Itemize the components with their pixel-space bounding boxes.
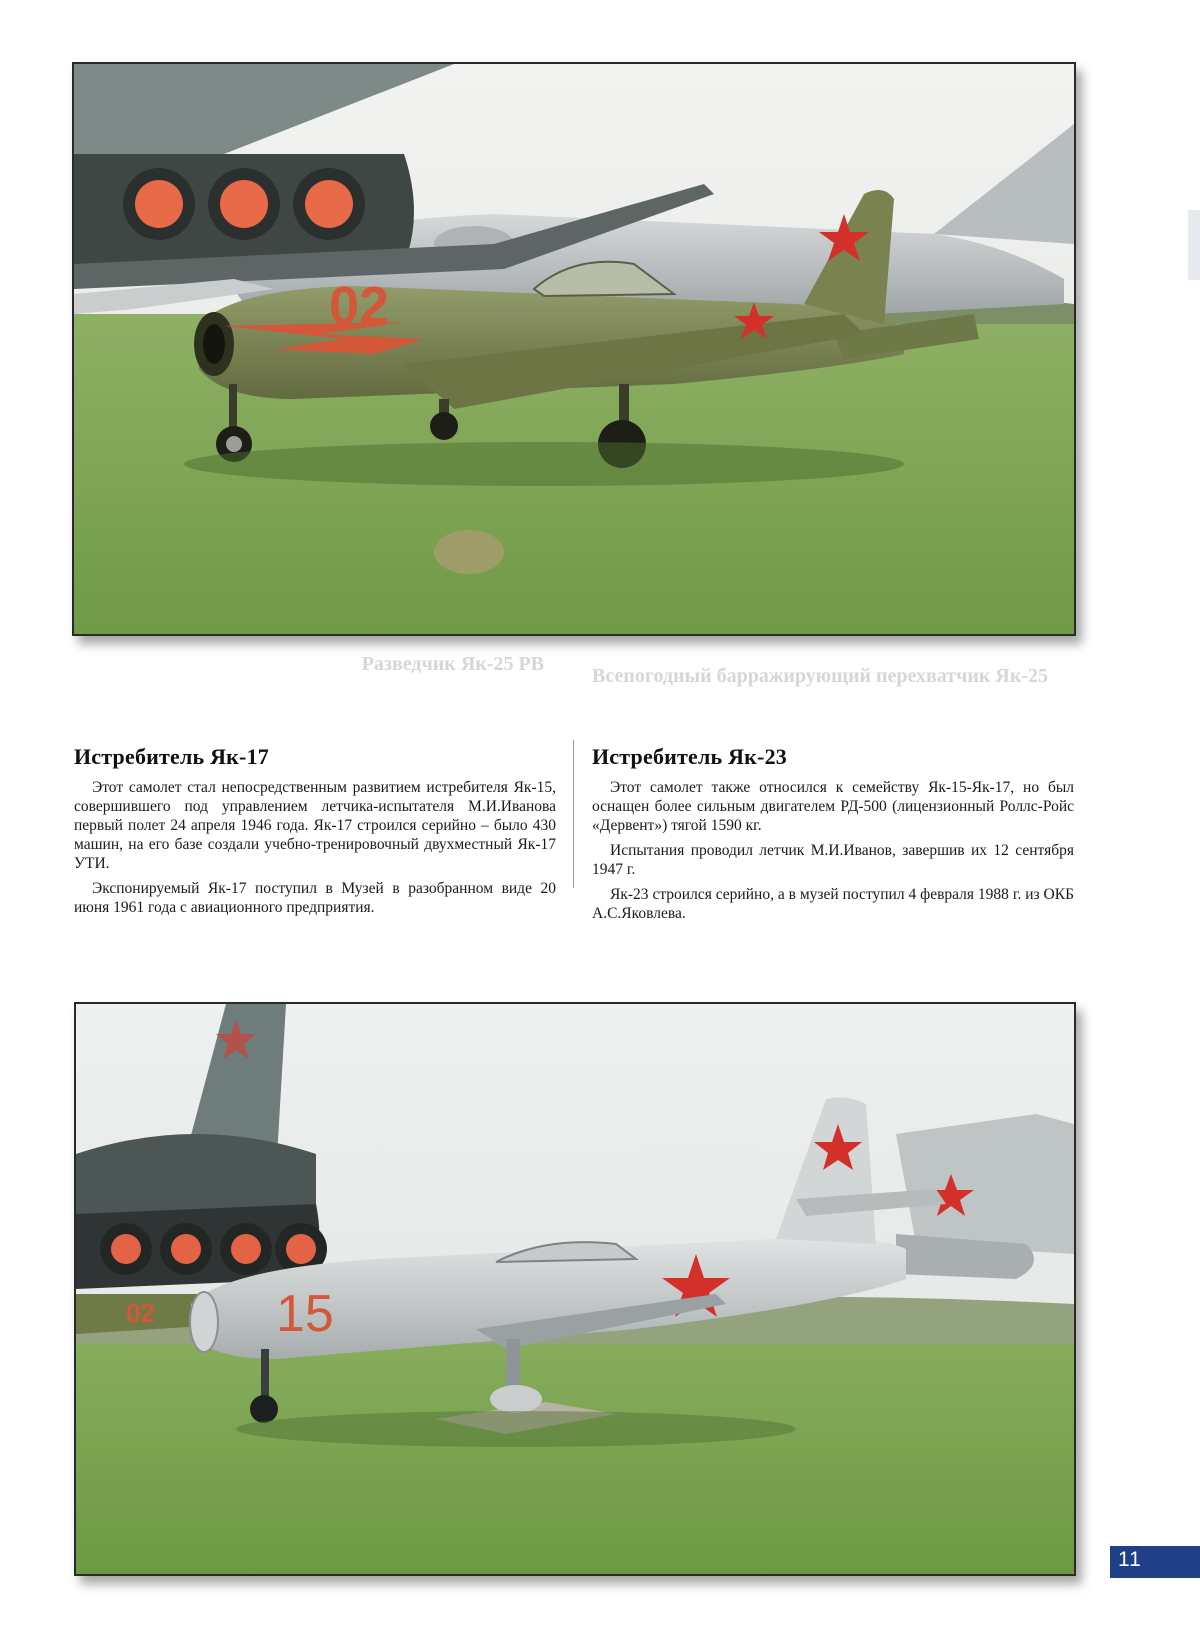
photo-yak-17 [72, 62, 1076, 636]
yak-17-photo-scene [74, 64, 1074, 634]
column-divider [573, 740, 574, 888]
article-paragraph: Этот самолет также относился к семейству Як-15-Як-17, но был оснащен более сильным двигателем РД-500 (лицензионный Роллс-Ройс «Дервент») тягой 1590 кг. [592, 779, 1074, 834]
ghost-right-column [592, 665, 1062, 691]
article-paragraph: Этот самолет стал непосредственным развитием истребителя Як-15, совершившего под управлением летчика-испытателя М.И.Иванова первый полет 24 апреля 1946 года. Як-17 строился серийно – было 430 машин, на его базе создали учебно-тренировочный двухместный Як-17 УТИ. [74, 779, 556, 872]
article-title-yak-17: Истребитель Як-17 [74, 744, 269, 769]
aircraft-number-yak-23: 15 [276, 1285, 334, 1343]
ghost-right-heading: Всепогодный барражирующий перехватчик Як-25 [592, 665, 1049, 687]
page-number: 11 [1118, 1548, 1142, 1571]
aircraft-number-yak-17: 02 [329, 276, 390, 336]
article-paragraph: Испытания проводил летчик М.И.Иванов, завершив их 12 сентября 1947 г. [592, 842, 1074, 878]
ghost-left-heading: Разведчик Як-25 РВ [361, 653, 544, 675]
article-paragraph: Як-23 строился серийно, а в музей поступил 4 февраля 1988 г. из ОКБ А.С.Яковлева. [592, 886, 1074, 922]
article-title-yak-23: Истребитель Як-23 [592, 744, 787, 769]
article-paragraph: Экспонируемый Як-17 поступил в Музей в разобранном виде 20 июня 1961 года с авиационного предприятия. [74, 880, 556, 916]
aircraft-number-background-yak-17: 02 [126, 1298, 155, 1328]
article-yak-17 [74, 744, 556, 917]
page-edge-mark [1188, 210, 1200, 280]
ghost-left-column [74, 653, 544, 679]
article-yak-23 [592, 744, 1074, 923]
yak-23-photo-scene [76, 1004, 1074, 1574]
photo-yak-23 [74, 1002, 1076, 1576]
